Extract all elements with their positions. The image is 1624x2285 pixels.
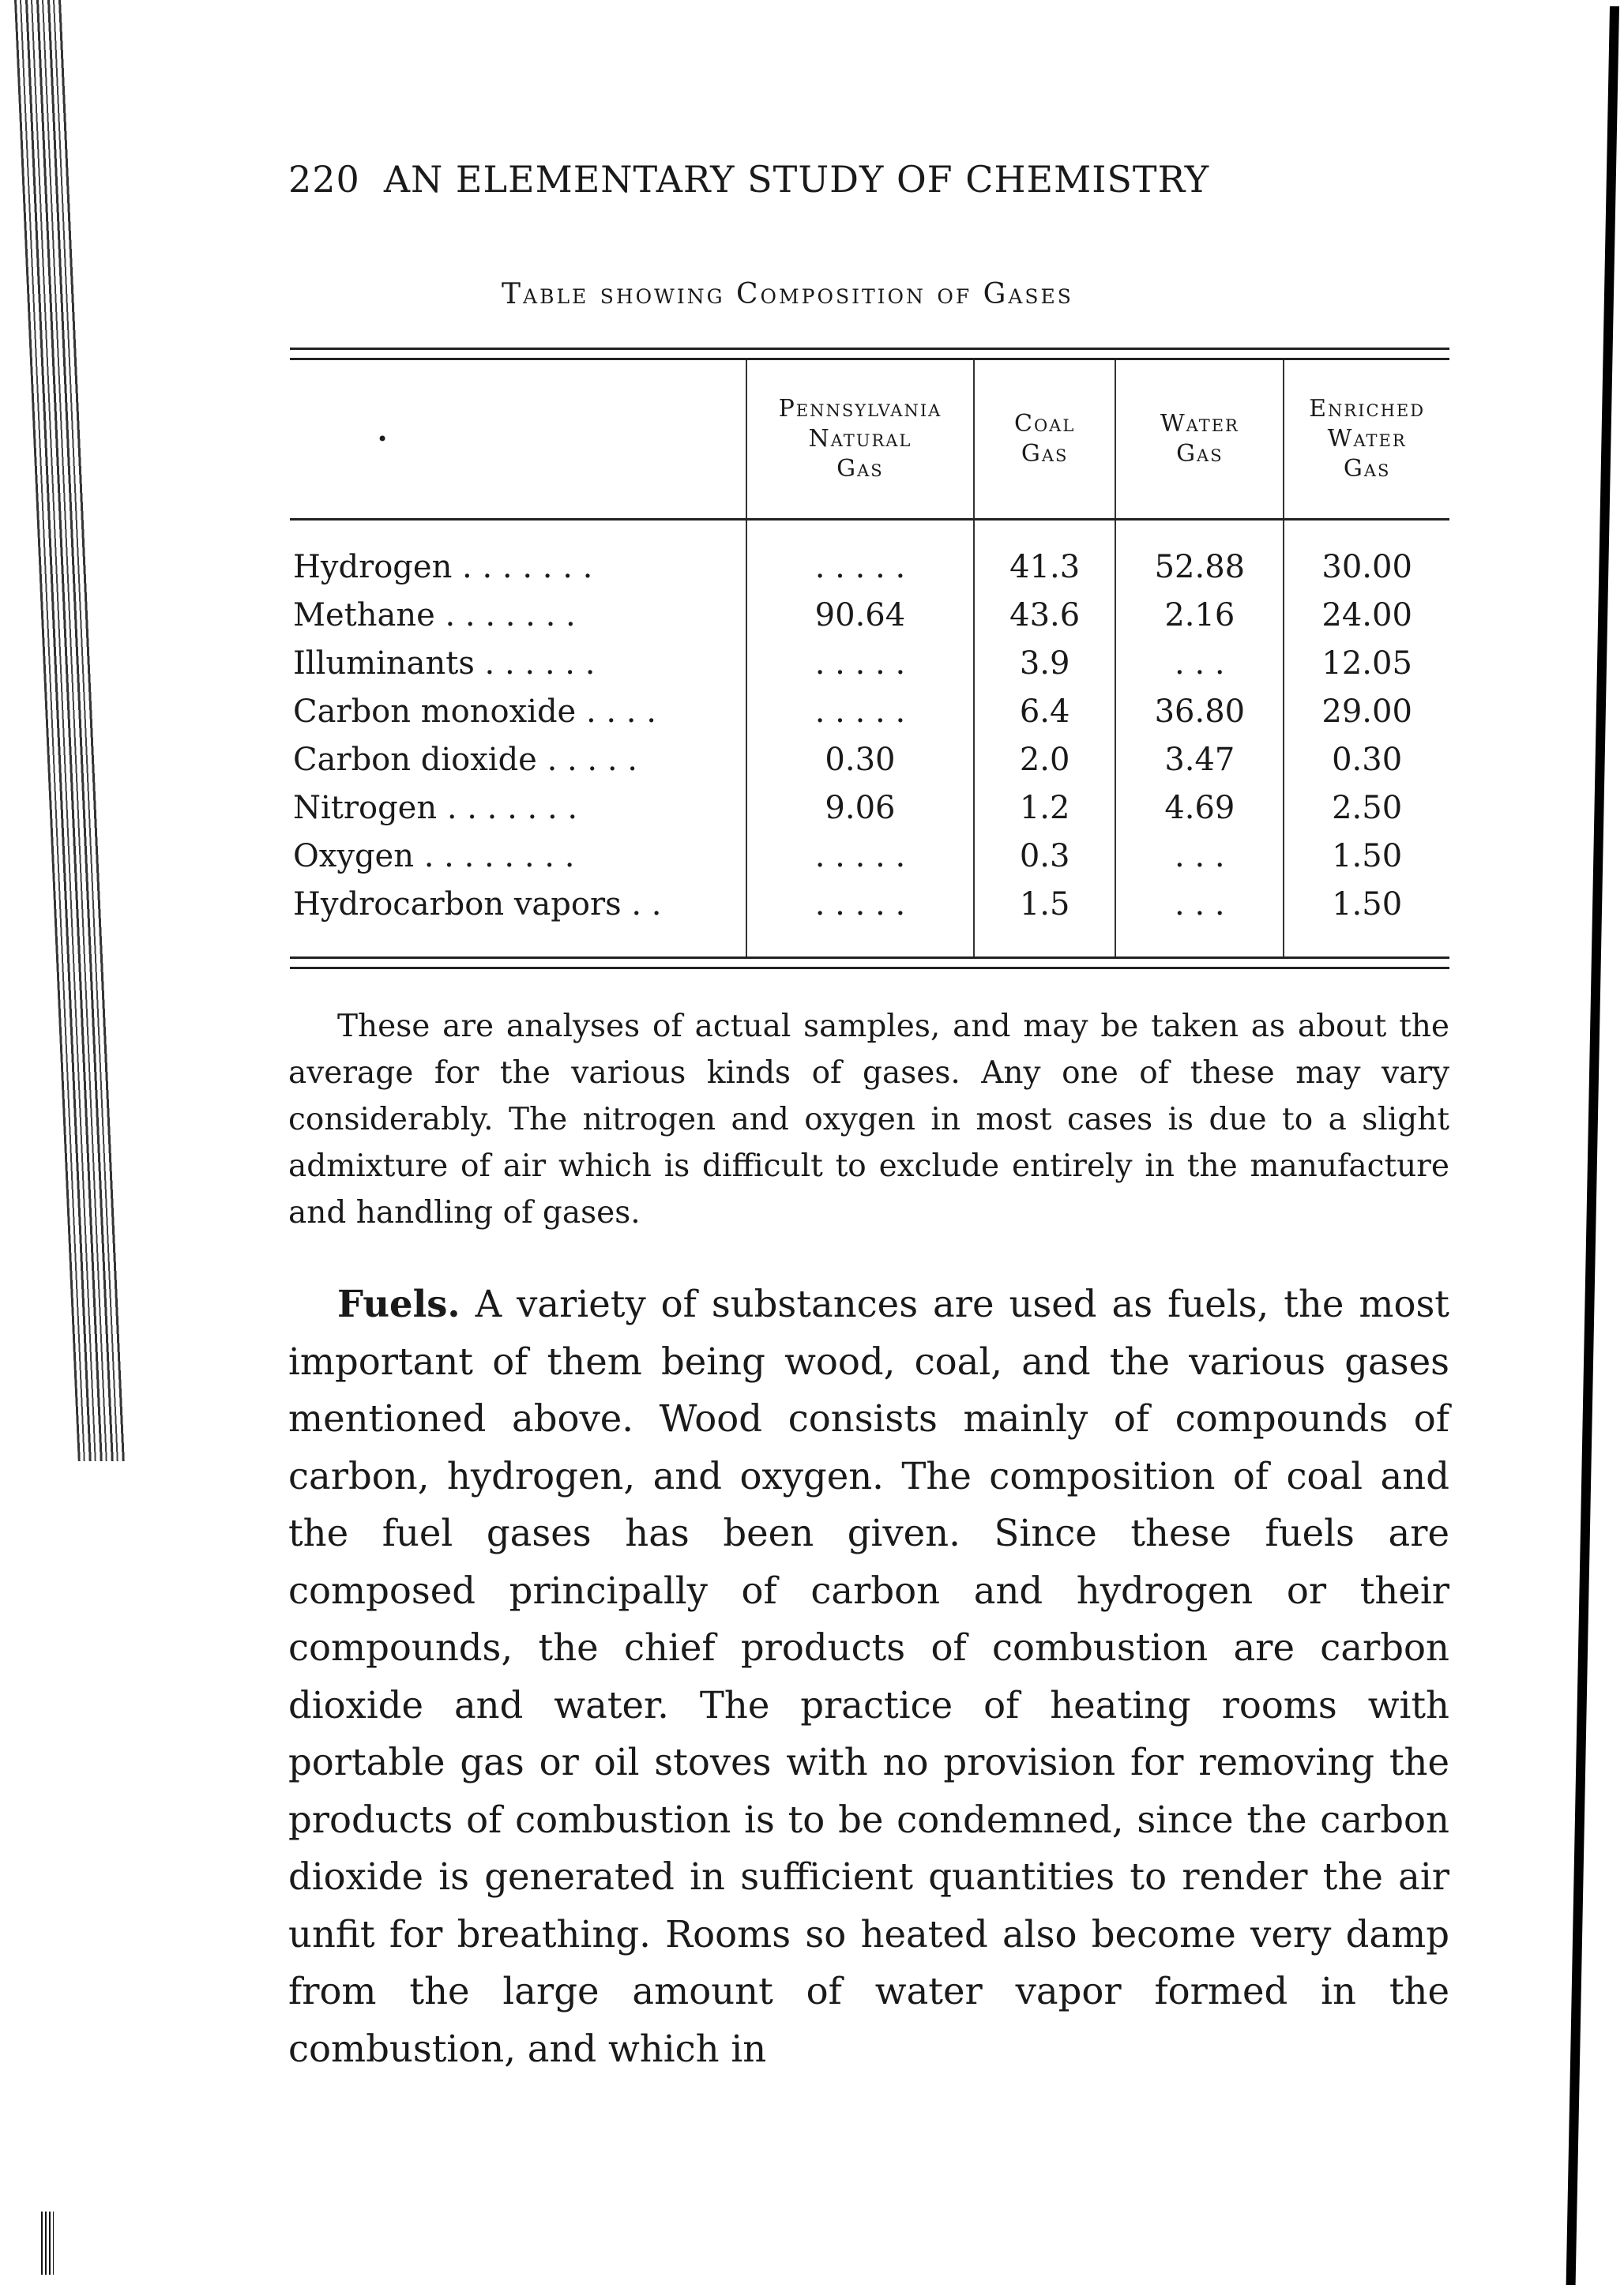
- cell-value: 30.00: [1284, 520, 1449, 592]
- table-header-row: [290, 359, 1449, 520]
- table-row: [290, 832, 1449, 880]
- cell-value: 9.06: [746, 784, 974, 832]
- row-label: Illuminants . . . . . .: [293, 645, 596, 682]
- table-row: [290, 687, 1449, 735]
- scan-edge-left: [14, 0, 126, 1461]
- cell-value: . . .: [1115, 639, 1284, 687]
- header-water-gas: Water Gas: [1115, 359, 1284, 520]
- cell-value: 0.30: [1284, 735, 1449, 784]
- section-heading-fuels: Fuels.: [337, 1282, 461, 1325]
- cell-value: 1.50: [1284, 832, 1449, 880]
- cell-value: 2.0: [974, 735, 1116, 784]
- cell-value: 41.3: [974, 520, 1116, 592]
- cell-value: . . .: [1115, 880, 1284, 958]
- header-marker: •: [290, 359, 746, 520]
- row-label: Carbon monoxide . . . .: [293, 693, 656, 730]
- cell-value: 24.00: [1284, 591, 1449, 639]
- table-bottom-rule: [290, 958, 1449, 968]
- table-row: [290, 639, 1449, 687]
- cell-value: 0.30: [746, 735, 974, 784]
- header-pennsylvania-natural-gas: Pennsylvania Natural Gas: [746, 359, 974, 520]
- header-enriched-water-gas: Enriched Water Gas: [1284, 359, 1449, 520]
- cell-value: 52.88: [1115, 520, 1284, 592]
- cell-value: 43.6: [974, 591, 1116, 639]
- cell-value: . . . . .: [746, 639, 974, 687]
- cell-value: 6.4: [974, 687, 1116, 735]
- cell-value: 3.47: [1115, 735, 1284, 784]
- cell-value: . . . . .: [746, 832, 974, 880]
- cell-value: 0.3: [974, 832, 1116, 880]
- cell-value: 29.00: [1284, 687, 1449, 735]
- table-row: [290, 520, 1449, 592]
- row-label: Hydrogen . . . . . . .: [293, 548, 593, 585]
- row-label: Carbon dioxide . . . . .: [293, 741, 637, 778]
- row-label: Hydrocarbon vapors . .: [293, 885, 662, 923]
- table-row: [290, 591, 1449, 639]
- cell-value: 90.64: [746, 591, 974, 639]
- cell-value: 4.69: [1115, 784, 1284, 832]
- cell-value: 3.9: [974, 639, 1116, 687]
- cell-value: . . . . .: [746, 520, 974, 592]
- cell-value: 1.2: [974, 784, 1116, 832]
- cell-value: 1.5: [974, 880, 1116, 958]
- cell-value: 2.50: [1284, 784, 1449, 832]
- table-note: These are analyses of actual samples, and may be taken as about the average for the various kinds of gases. Any one of these may vary considerably. The nitrogen and oxygen in most cases is due to a slight admixture of air which is difficult to exclude entirely in the manufacture and handling of gases.: [288, 1009, 1449, 1231]
- row-label: Oxygen . . . . . . . .: [293, 837, 575, 874]
- table-row: [290, 880, 1449, 958]
- cell-value: . . .: [1115, 832, 1284, 880]
- cell-value: 2.16: [1115, 591, 1284, 639]
- table-top-rule: [290, 349, 1449, 359]
- fuels-paragraph-text: A variety of substances are used as fuels, the most important of them being wood, coal, and the various gases mentioned above. Wood consists mainly of compounds of carbon, hydrogen, and oxygen. The composition of coal and the fuel gases has been given. Since these fuels are composed principally of carbon and hydrogen or their compounds, the chief products of combustion are carbon dioxide and water. The practice of heating rooms with portable gas or oil stoves with no provision for removing the products of combustion is to be condemned, since the carbon dioxide is generated in sufficient quantities to render the air unfit for breathing. Rooms so heated also become very damp from the large amount of water vapor formed in the combustion, and which in: [288, 1283, 1449, 2070]
- cell-value: 12.05: [1284, 639, 1449, 687]
- cell-value: 36.80: [1115, 687, 1284, 735]
- header-coal-gas: Coal Gas: [974, 359, 1116, 520]
- gas-composition-table: [290, 348, 1449, 969]
- cell-value: 1.50: [1284, 880, 1449, 958]
- table-caption: Table showing Composition of Gases: [502, 278, 1073, 310]
- scan-edge-right: [1566, 6, 1619, 2285]
- running-head: [288, 158, 1331, 201]
- row-label: Nitrogen . . . . . . .: [293, 789, 578, 826]
- book-title: AN ELEMENTARY STUDY OF CHEMISTRY: [383, 158, 1210, 201]
- page-number: 220: [288, 158, 360, 201]
- row-label: Methane . . . . . . .: [293, 596, 576, 633]
- scan-edge-left-bottom: [41, 2212, 54, 2275]
- fuels-paragraph: [288, 1276, 1449, 2077]
- cell-value: . . . . .: [746, 880, 974, 958]
- table-row: [290, 735, 1449, 784]
- cell-value: . . . . .: [746, 687, 974, 735]
- table-row: [290, 784, 1449, 832]
